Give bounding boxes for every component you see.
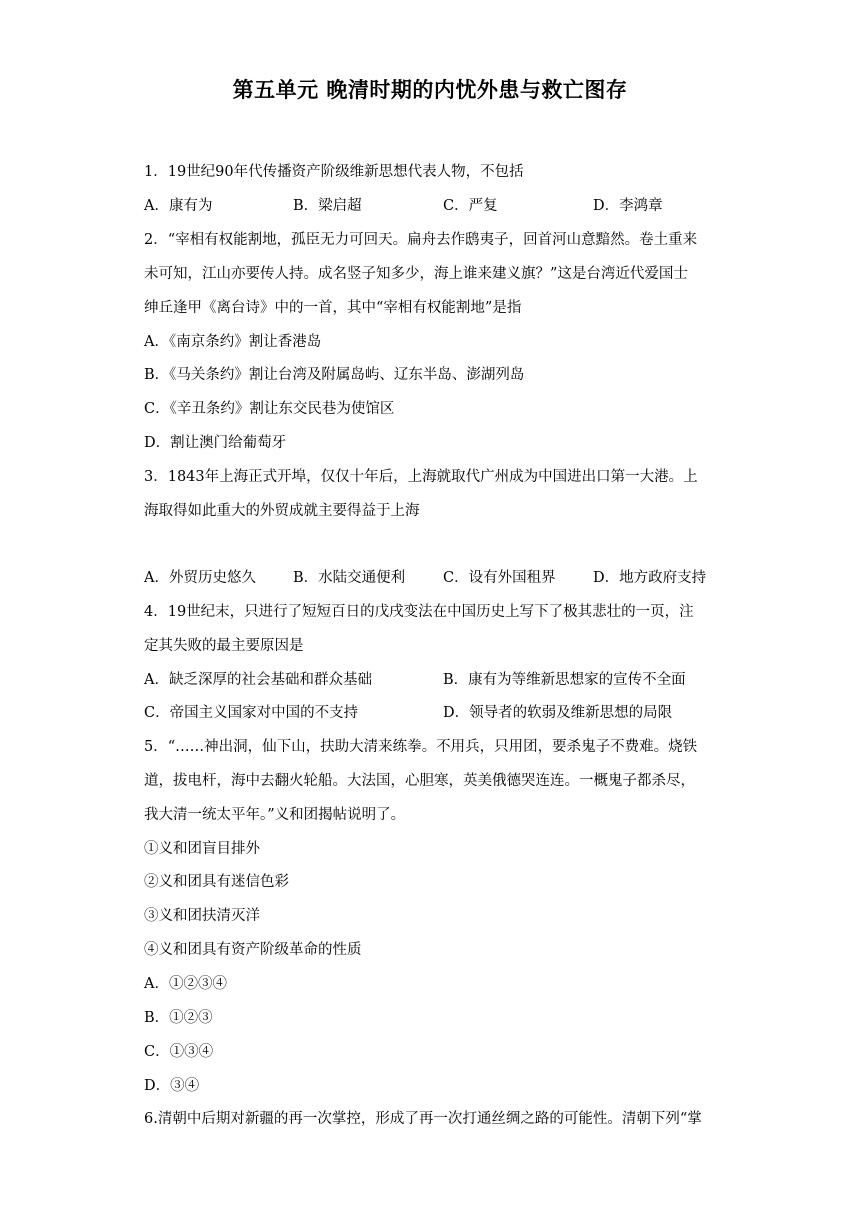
q1-option-d: D．李鸿章 [593,198,663,214]
q5-stem-line1: 5．“……神出洞，仙下山，扶助大清来练拳。不用兵，只用团，要杀鬼子不费难。烧铁 [144,739,698,755]
q1-stem: 1．19世纪90年代传播资产阶级维新思想代表人物，不包括 [144,164,524,180]
q3-stem-line2: 海取得如此重大的外贸成就主要得益于上海 [144,503,420,519]
q5-option-a: A．①②③④ [144,976,227,992]
q5-statement-2: ②义和团具有迷信色彩 [144,874,289,890]
page-title: 第五单元 晚清时期的内忧外患与救亡图存 [232,78,628,102]
q2-option-a: A．《南京条约》割让香港岛 [144,334,322,350]
q3-option-a: A．外贸历史悠久 [144,570,256,586]
q1-option-c: C．严复 [443,198,498,214]
q3-option-b: B．水陆交通便利 [293,570,406,586]
q5-option-d: D．③④ [144,1078,200,1094]
q3-option-d: D．地方政府支持 [593,570,707,586]
q4-option-c: C．帝国主义国家对中国的不支持 [144,705,359,721]
q4-option-b: B．康有为等维新思想家的宣传不全面 [443,672,686,688]
q2-option-d: D．割让澳门给葡萄牙 [144,435,287,451]
q4-stem-line2: 定其失败的最主要原因是 [144,638,304,654]
q3-stem-line1: 3．1843年上海正式开埠，仅仅十年后，上海就取代广州成为中国进出口第一大港。上 [144,469,698,485]
q6-stem-line1: 6.清朝中后期对新疆的再一次掌控，形成了再一次打通丝绸之路的可能性。清朝下列“掌 [144,1111,702,1127]
q5-statement-4: ④义和团具有资产阶级革命的性质 [144,942,362,958]
q5-stem-line2: 道，拔电杆，海中去翻火轮船。大法国，心胆寒，英美俄德哭连连。一概鬼子都杀尽， [144,773,695,789]
q5-option-c: C．①③④ [144,1044,214,1060]
q5-stem-line3: 我大清一统太平年。”义和团揭帖说明了。 [144,807,406,823]
q4-stem-line1: 4．19世纪末，只进行了短短百日的戊戌变法在中国历史上写下了极其悲壮的一页，注 [144,604,694,620]
q2-option-c: C．《辛丑条约》割让东交民巷为使馆区 [144,401,395,417]
q1-option-a: A．康有为 [144,198,213,214]
q2-stem-line1: 2．“宰相有权能割地，孤臣无力可回天。扁舟去作鸱夷子，回首河山意黯然。卷土重来 [144,232,698,248]
q1-option-b: B．梁启超 [293,198,362,214]
q2-stem-line3: 绅丘逢甲《离台诗》中的一首，其中“宰相有权能割地”是指 [144,300,522,316]
q5-statement-1: ①义和团盲目排外 [144,841,260,857]
q2-stem-line2: 未可知，江山亦要传人持。成名竖子知多少，海上谁来建义旗？”这是台湾近代爱国士 [144,266,688,282]
q4-option-a: A．缺乏深厚的社会基础和群众基础 [144,672,372,688]
q4-option-d: D．领导者的软弱及维新思想的局限 [443,705,673,721]
q3-option-c: C．设有外国租界 [443,570,556,586]
q5-option-b: B．①②③ [144,1010,213,1026]
q2-option-b: B．《马关条约》割让台湾及附属岛屿、辽东半岛、澎湖列岛 [144,367,525,383]
q5-statement-3: ③义和团扶清灭洋 [144,908,260,924]
